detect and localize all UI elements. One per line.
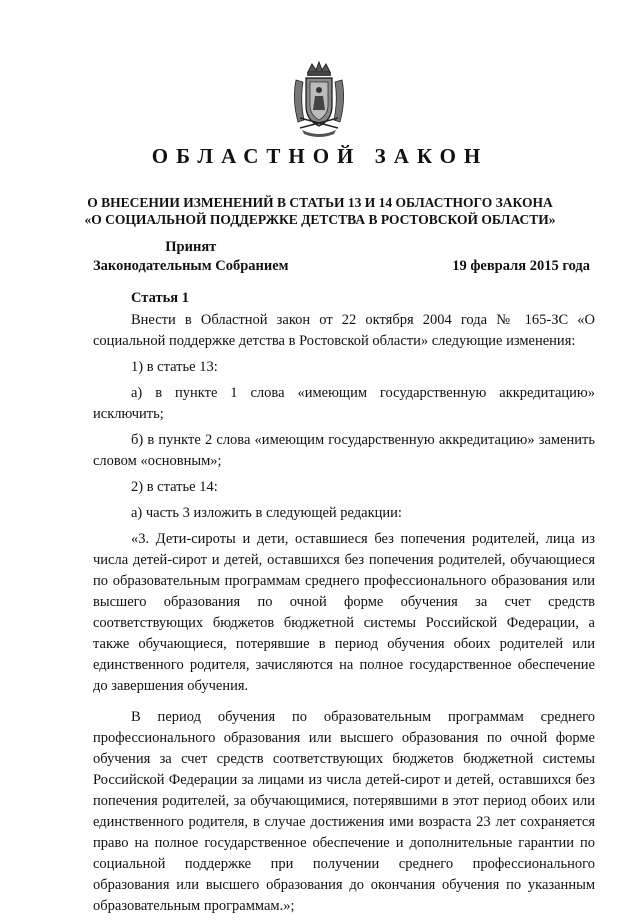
adopted-date: 19 февраля 2015 года — [452, 258, 590, 274]
law-title: О ВНЕСЕНИИ ИЗМЕНЕНИЙ В СТАТЬИ 13 И 14 ОБЛАСТНОГО ЗАКОНА «О СОЦИАЛЬНОЙ ПОДДЕРЖКЕ ДЕТСТВА В РОСТОВСКОЙ ОБЛАСТИ» — [84, 195, 556, 227]
adopted-line-2: Законодательным Собранием — [93, 258, 289, 274]
paragraph: а) в пункте 1 слова «имеющим государственную аккредитацию» исключить; — [93, 385, 595, 422]
adopted-line-1: Принят — [165, 239, 217, 255]
article-heading: Статья 1 — [131, 290, 189, 306]
paragraph: 1) в статье 13: — [131, 359, 218, 375]
paragraph: Внести в Областной закон от 22 октября 2004 года № 165-ЗС «О социальной поддержке детства в Ростовской области» следующие изменения: — [93, 312, 595, 349]
paragraph: В период обучения по образовательным программам среднего профессионального образования или высшего образования по очной форме обучения за счет средств соответствующих бюджетов бюджетной системы Российской Федерации за лицами из числа детей-сирот и детей, оставшихся без попечения родителей, за обучающимися, потерявшими в этот период обоих или единственного родителя, в случае достижения ими возраста 23 лет сохраняется право на полное государственное обеспечение и дополнительные гарантии по социальной поддержке при получении среднего профессионального образования или высшего образования до окончания обучения по указанным образовательным программам.»; — [93, 709, 595, 914]
adopted-by — [93, 238, 289, 276]
paragraph: а) часть 3 изложить в следующей редакции: — [131, 505, 402, 521]
paragraph: б) в пункте 2 слова «имеющим государственную аккредитацию» заменить словом «основным»; — [93, 432, 595, 469]
paragraph: 2) в статье 14: — [131, 479, 218, 495]
paragraph: «3. Дети-сироты и дети, оставшиеся без попечения родителей, лица из числа детей-сирот и детей, оставшихся без попечения родителей, обучающиеся по образовательным программам среднего профессионального образования или высшего образования по очной форме обучения за счет средств соответствующих бюджетов бюджетной системы Российской Федерации, а также обучающиеся, потерявшие в период обучения обоих родителей или единственного родителя, зачисляются на полное государственное обеспечение до завершения обучения. — [93, 531, 595, 694]
coat-of-arms-icon — [290, 60, 348, 138]
law-type-heading: ОБЛАСТНОЙ ЗАКОН — [151, 144, 489, 168]
article-body — [93, 310, 595, 922]
